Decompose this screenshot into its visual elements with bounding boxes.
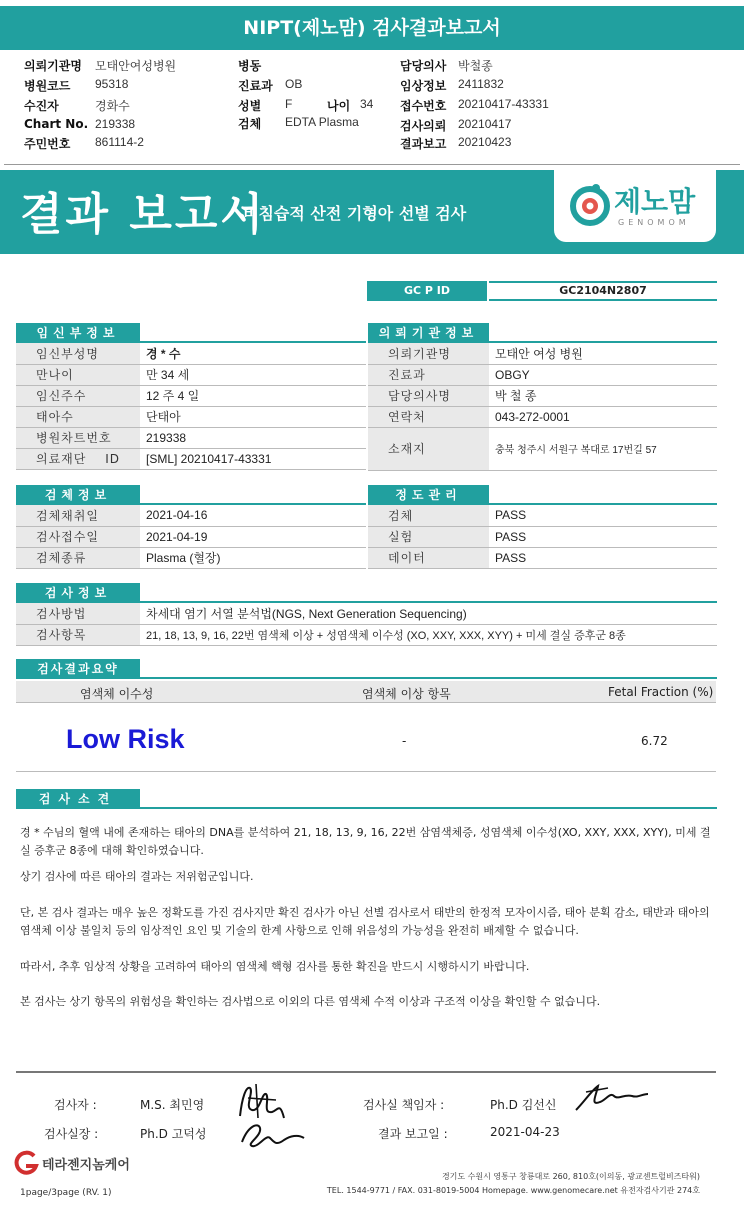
summary-header-row — [16, 681, 716, 703]
gc-pid-value: GC2104N2807 — [489, 281, 717, 301]
section-rule — [140, 677, 717, 679]
meta-value: 34 — [360, 97, 374, 111]
banner-title: 결과 보고서 — [20, 189, 266, 240]
row-header: 검체종류 — [16, 547, 140, 568]
section-header-test: 검사정보 — [16, 583, 140, 603]
meta-value: 20210417 — [458, 117, 512, 131]
findings-paragraph: 경 * 수님의 혈액 내에 존재하는 태아의 DNA를 분석하여 21, 18, 13, 9, 16, 22번 삼염색체증, 성염색체 이수성(XO, XXY, XXX, XYY), 미세 결실 증후군 8종에 대해 확인하였습니다. — [20, 826, 711, 857]
genomom-logo-icon — [568, 182, 612, 226]
row-header: 검체 — [368, 505, 489, 526]
institution-info-table — [368, 343, 717, 471]
table-row — [16, 364, 366, 385]
report-date-value: 2021-04-23 — [490, 1125, 560, 1139]
row-header: 태아수 — [16, 406, 140, 427]
summary-fetal-fraction-value: 6.72 — [641, 734, 668, 748]
meta-value: 모태안여성병원 — [95, 59, 177, 73]
meta-value: 95318 — [95, 77, 129, 91]
table-row — [16, 406, 366, 427]
meta-label: 나이 — [327, 99, 351, 113]
divider — [16, 771, 716, 772]
table-row — [16, 427, 366, 448]
logo-text: 제노맘 — [614, 185, 696, 218]
row-header: 담당의사명 — [368, 385, 489, 406]
meta-label: Chart No. — [24, 117, 89, 131]
row-header: 임신주수 — [16, 385, 140, 406]
table-row — [368, 364, 717, 385]
summary-col-fetal-fraction: Fetal Fraction (%) — [608, 685, 714, 699]
table-row — [368, 505, 717, 526]
row-header: 소재지 — [368, 427, 489, 470]
section-header-pregnant: 임신부정보 — [16, 323, 140, 343]
row-value: 경 * 수 — [140, 343, 366, 364]
row-value: 모태안 여성 병원 — [489, 343, 717, 364]
meta-label: 담당의사 — [400, 59, 447, 73]
meta-value: 경화수 — [95, 99, 130, 113]
summary-col-abnormal: 염색체 이상 항목 — [362, 687, 451, 701]
divider — [16, 1071, 716, 1073]
row-value: 2021-04-19 — [140, 526, 366, 547]
row-value: 12 주 4 일 — [140, 385, 366, 406]
meta-label: 결과보고 — [400, 137, 447, 151]
row-value: 단태아 — [140, 406, 366, 427]
genomom-logo — [554, 170, 716, 242]
meta-label: 임상정보 — [400, 79, 447, 93]
meta-label: 진료과 — [238, 79, 273, 93]
meta-value: 861114-2 — [95, 135, 144, 149]
meta-value: 20210423 — [458, 135, 512, 149]
row-value: 만 34 세 — [140, 364, 366, 385]
row-value: 219338 — [140, 427, 366, 448]
meta-label: 병원코드 — [24, 79, 71, 93]
row-header: 의료재단 ID — [16, 448, 140, 469]
summary-abnormal-value: - — [402, 734, 407, 748]
row-value: 차세대 염기 서열 분석법(NGS, Next Generation Sequencing) — [140, 603, 717, 624]
row-header: 검사항목 — [16, 624, 140, 645]
section-header-findings: 검사소견 — [16, 789, 140, 809]
meta-value: F — [285, 97, 293, 111]
meta-value: 219338 — [95, 117, 136, 131]
table-row — [368, 406, 717, 427]
row-header: 임신부성명 — [16, 343, 140, 364]
section-header-summary: 검사결과요약 — [16, 659, 140, 679]
row-value: 043-272-0001 — [489, 406, 717, 427]
table-row — [368, 385, 717, 406]
row-header: 병원차트번호 — [16, 427, 140, 448]
row-value: 21, 18, 13, 9, 16, 22번 염색체 이상 + 성염색체 이수성 (XO, XXY, XXX, XYY) + 미세 결실 증후군 8종 — [140, 624, 717, 645]
meta-label: 검사의뢰 — [400, 119, 447, 133]
table-row — [16, 343, 366, 364]
findings-paragraph: 상기 검사에 따른 태아의 결과는 저위험군입니다. — [20, 870, 254, 883]
row-header: 실험 — [368, 526, 489, 547]
table-row — [16, 624, 717, 645]
report-header-title: NIPT(제노맘) 검사결과보고서 — [0, 6, 744, 50]
meta-label: 수진자 — [24, 99, 59, 113]
row-value: 2021-04-16 — [140, 505, 366, 526]
meta-value: 20210417-43331 — [458, 97, 549, 111]
table-row — [16, 505, 366, 526]
theragen-logo-icon — [12, 1150, 40, 1176]
specimen-info-table — [16, 505, 366, 569]
row-value: PASS — [489, 526, 717, 547]
page-indicator: 1page/3page (RV. 1) — [20, 1188, 112, 1198]
footer-address — [327, 1170, 700, 1198]
meta-value: 박철종 — [458, 59, 493, 73]
table-row — [16, 547, 366, 568]
row-value: 박 철 종 — [489, 385, 717, 406]
lab-chief-label: 검사실장 : — [44, 1127, 99, 1141]
row-header: 검사접수일 — [16, 526, 140, 547]
section-header-qc: 정도관리 — [368, 485, 489, 505]
row-header: 데이터 — [368, 547, 489, 568]
row-value: OBGY — [489, 364, 717, 385]
meta-label: 주민번호 — [24, 137, 71, 151]
banner-subtitle: 비침습적 산전 기형아 선별 검사 — [243, 204, 467, 223]
findings-paragraph: 단, 본 검사 결과는 매우 높은 정확도를 가진 검사지만 확진 검사가 아닌 선별 검사로서 태반의 한정적 모자이시즘, 태아 분획 감소, 태반과 태아의 염색체 이상 불일치 등의 임상적인 요인 및 기술의 한계 사항으로 인해 위음성의 가능성을 완전히 배제할 수 없습니다. — [20, 906, 710, 937]
row-value: [SML] 20210417-43331 — [140, 448, 366, 469]
row-value: 충북 청주시 서원구 복대로 17번길 57 — [489, 427, 717, 470]
table-row — [368, 427, 717, 470]
contact-line: TEL. 1544-9771 / FAX. 031-8019-5004 Homepage. www.genomecare.net 유전자검사기관 274호 — [326, 1186, 700, 1195]
lab-head-signature — [572, 1080, 652, 1116]
meta-value: EDTA Plasma — [285, 115, 359, 129]
row-header: 검사방법 — [16, 603, 140, 624]
table-row — [368, 547, 717, 568]
meta-label: 성별 — [238, 99, 262, 113]
table-row — [368, 526, 717, 547]
row-value: PASS — [489, 505, 717, 526]
table-row — [16, 448, 366, 469]
meta-label: 의뢰기관명 — [24, 59, 82, 73]
row-header: 연락처 — [368, 406, 489, 427]
findings-paragraph: 본 검사는 상기 항목의 위험성을 확인하는 검사법으로 이외의 다른 염색체 수적 이상과 구조적 이상을 확인할 수 없습니다. — [20, 995, 601, 1008]
address-line: 경기도 수원시 영통구 창룡대로 260, 810호(이의동, 광교센트럴비즈타워) — [441, 1172, 700, 1181]
table-row — [16, 526, 366, 547]
row-value: Plasma (혈장) — [140, 547, 366, 568]
gc-pid-label: GC P ID — [367, 281, 487, 301]
meta-value: 2411832 — [458, 77, 504, 91]
table-row — [368, 343, 717, 364]
tester-name: M.S. 최민영 — [140, 1098, 205, 1112]
meta-label: 검체 — [238, 117, 262, 131]
lab-head-name: Ph.D 김선신 — [490, 1098, 557, 1112]
row-header: 의뢰기관명 — [368, 343, 489, 364]
meta-label: 접수번호 — [400, 99, 447, 113]
section-rule — [140, 807, 717, 809]
row-header: 검체채취일 — [16, 505, 140, 526]
report-date-label: 결과 보고일 : — [378, 1127, 448, 1141]
qc-table — [368, 505, 717, 569]
row-header: 진료과 — [368, 364, 489, 385]
section-header-institution: 의뢰기관정보 — [368, 323, 489, 343]
meta-label: 병동 — [238, 59, 262, 73]
pregnant-info-table — [16, 343, 366, 470]
row-header: 만나이 — [16, 364, 140, 385]
row-value: PASS — [489, 547, 717, 568]
theragen-logo — [12, 1150, 172, 1176]
result-risk-level: Low Risk — [66, 724, 185, 754]
findings-paragraph: 따라서, 추후 임상적 상황을 고려하여 태아의 염색체 핵형 검사를 통한 확진을 반드시 시행하시기 바랍니다. — [20, 960, 530, 973]
lab-head-label: 검사실 책임자 : — [363, 1098, 445, 1112]
table-row — [16, 385, 366, 406]
tester-label: 검사자 : — [54, 1098, 97, 1112]
table-row — [16, 603, 717, 624]
report-banner — [0, 170, 744, 254]
summary-col-aneuploidy: 염색체 이수성 — [80, 687, 154, 701]
logo-subtext: GENOMOM — [618, 218, 690, 227]
patient-meta-block — [0, 54, 744, 164]
section-header-specimen: 검체정보 — [16, 485, 140, 505]
divider — [4, 164, 740, 165]
test-info-table — [16, 603, 717, 646]
lab-chief-name: Ph.D 고덕성 — [140, 1127, 207, 1141]
meta-value: OB — [285, 77, 303, 91]
company-name: 테라젠지놈케어 — [42, 1158, 130, 1173]
lab-chief-signature — [236, 1116, 308, 1152]
